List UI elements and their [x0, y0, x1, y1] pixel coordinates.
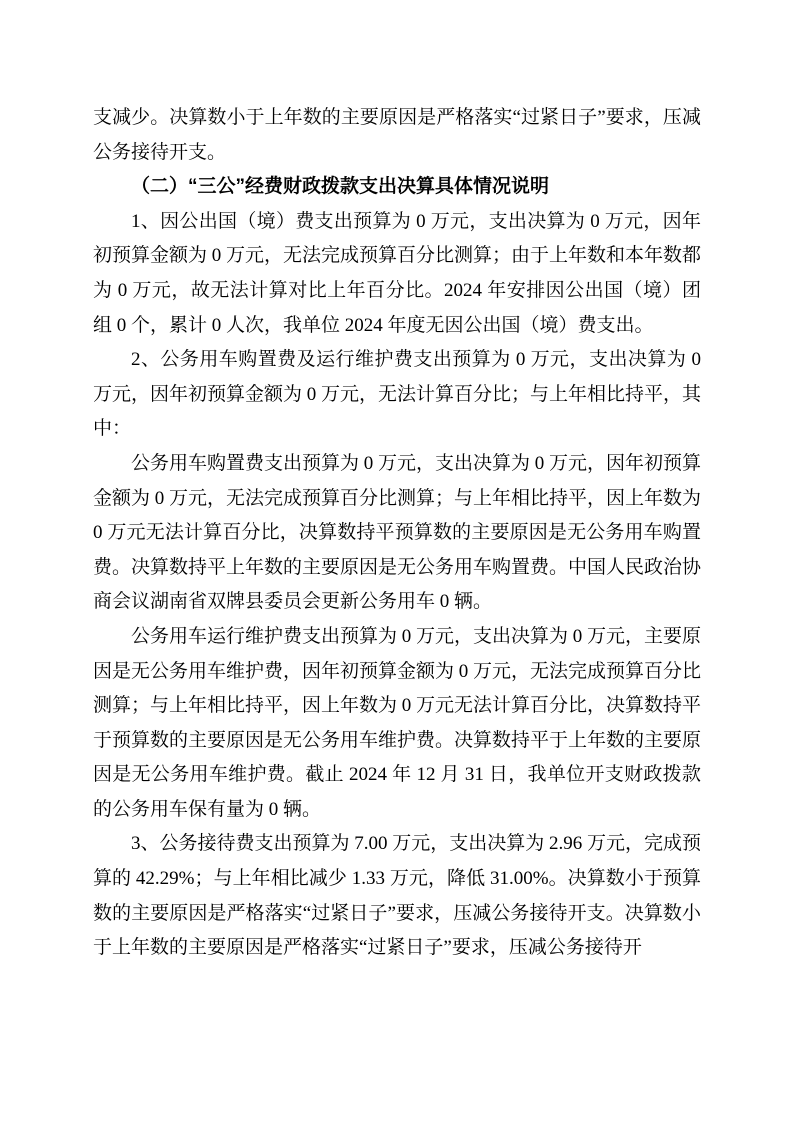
paragraph-official-reception: 3、公务接待费支出预算为 7.00 万元，支出决算为 2.96 万元，完成预算的 42.29%；与上年相比减少 1.33 万元，降低 31.00%。决算数小于预算数的主要原因是严格落实“过紧日子”要求，压减公务接待开支。决算数小于上年数的主要原因是严格落实“过紧日子”要求，压减公务接待开	[93, 833, 702, 959]
paragraph-continuation: 支减少。决算数小于上年数的主要原因是严格落实“过紧日子”要求，压减公务接待开支。	[93, 107, 701, 163]
section-heading: （二）“三公”经费财政拨款支出决算具体情况说明	[131, 176, 550, 198]
paragraph-vehicle-total: 2、公务用车购置费及运行维护费支出预算为 0 万元，支出决算为 0 万元，因年初预算金额为 0 万元，无法计算百分比；与上年相比持平，其中：	[93, 349, 702, 440]
paragraph-overseas-trips: 1、因公出国（境）费支出预算为 0 万元，支出决算为 0 万元，因年初预算金额为 0 万元，无法完成预算百分比测算；由于上年数和本年数都为 0 万元，故无法计算对比上年百分比。2024 年安排因公出国（境）团组 0 个，累计 0 人次，我单位 2024 年度无因公出国（境）费支出。	[93, 210, 702, 336]
paragraph-vehicle-maintenance: 公务用车运行维护费支出预算为 0 万元，支出决算为 0 万元，主要原因是无公务用车维护费，因年初预算金额为 0 万元，无法完成预算百分比测算；与上年相比持平，因上年数为 0 万元无法计算百分比，决算数持平于预算数的主要原因是无公务用车维护费。决算数持平于上年数的主要原因是无公务用车维护费。截止 2024 年 12 月 31 日，我单位开支财政拨款的公务用车保有量为 0 辆。	[93, 625, 702, 820]
paragraph-vehicle-purchase: 公务用车购置费支出预算为 0 万元，支出决算为 0 万元，因年初预算金额为 0 万元，无法完成预算百分比测算；与上年相比持平，因上年数为 0 万元无法计算百分比，决算数持平预算数的主要原因是无公务用车购置费。决算数持平上年数的主要原因是无公务用车购置费。中国人民政治协商会议湖南省双牌县委员会更新公务用车 0 辆。	[93, 452, 702, 613]
page-content	[93, 101, 701, 966]
